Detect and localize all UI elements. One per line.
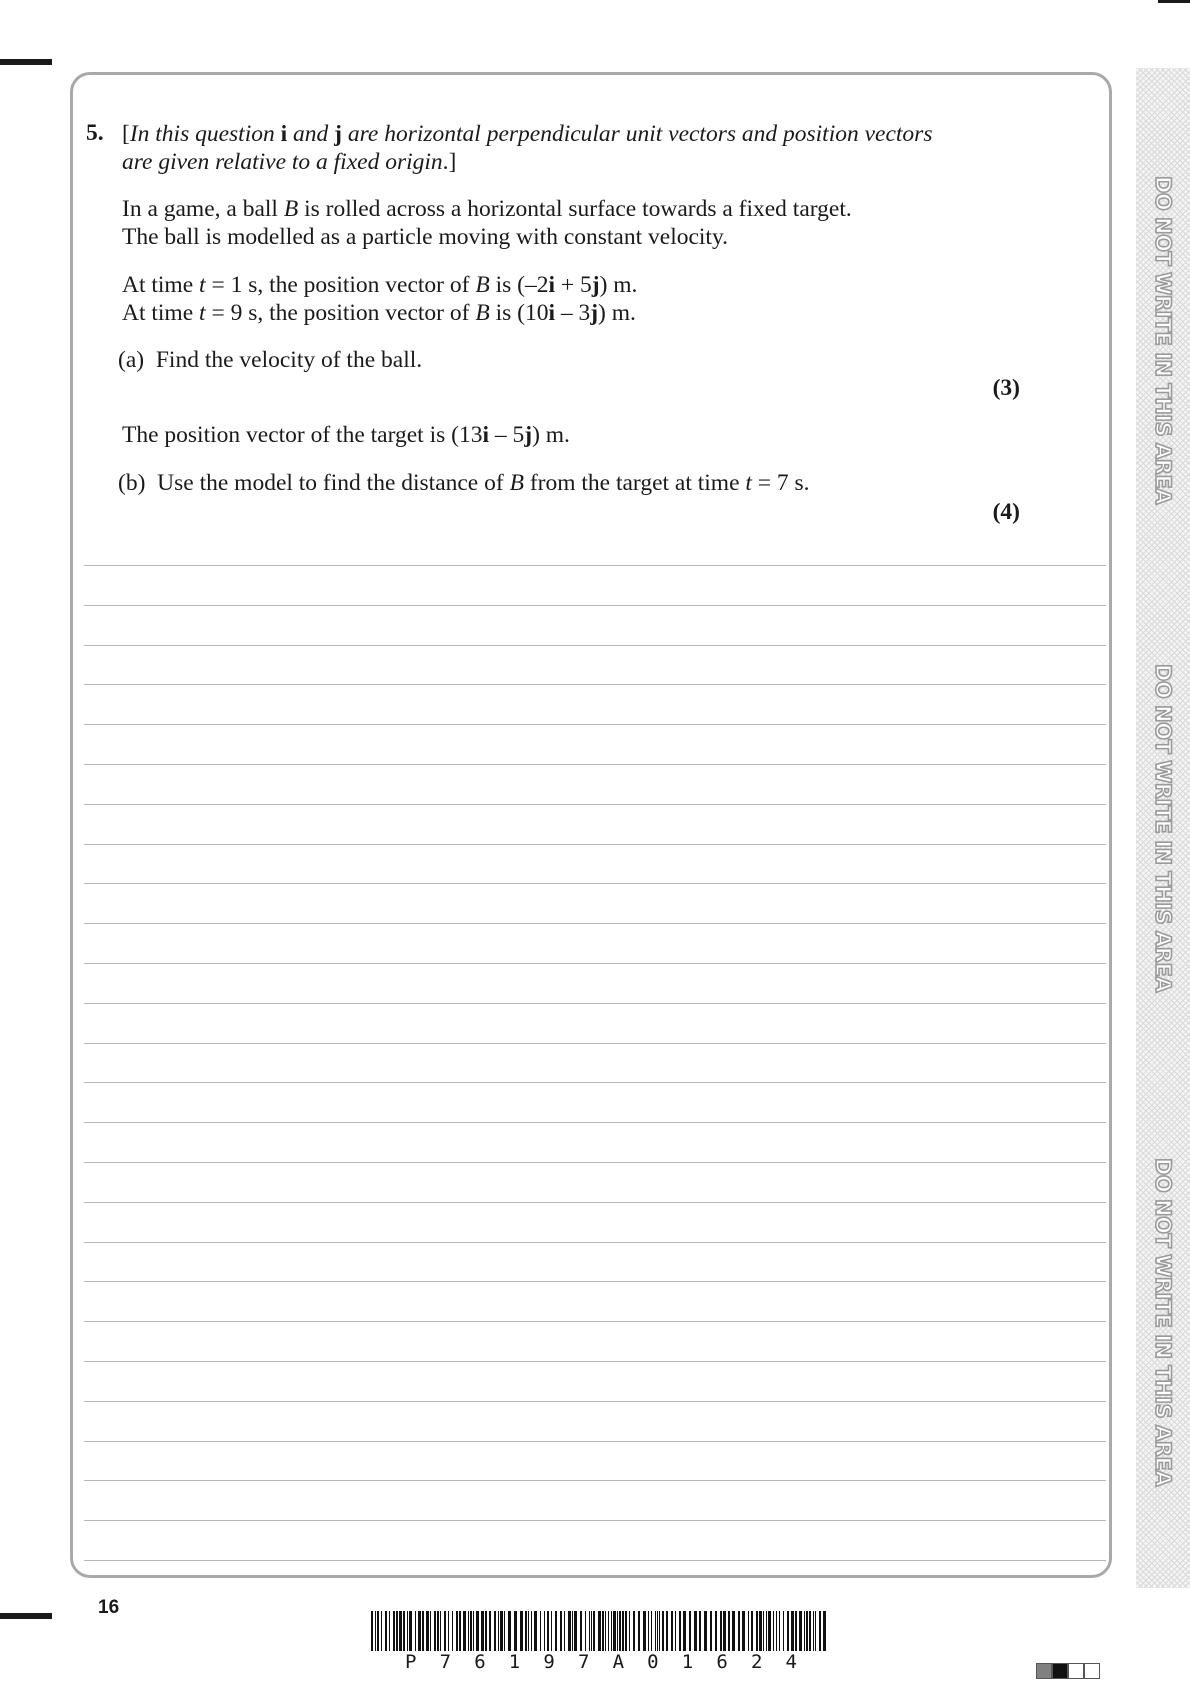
answer-line: [84, 1122, 1106, 1123]
barcode-bar: [738, 1611, 740, 1651]
answer-line: [84, 1202, 1106, 1203]
square-white-2: [1084, 1663, 1100, 1679]
barcode-bar: [574, 1611, 577, 1651]
position-at-t1: At time t = 1 s, the position vector of B is (–2i + 5j) m.: [122, 272, 638, 298]
page-number: 16: [98, 1597, 120, 1618]
barcode-bar: [544, 1611, 545, 1651]
barcode-bar: [555, 1611, 557, 1651]
barcode-bar: [783, 1611, 784, 1651]
barcode-bar: [608, 1611, 609, 1651]
answer-line: [84, 1441, 1106, 1442]
answer-line: [84, 645, 1106, 646]
barcode-bar: [643, 1611, 646, 1651]
barcode-bar: [605, 1611, 606, 1651]
margin-warning-3: DO NOT WRITE IN THIS AREA: [1151, 1157, 1175, 1487]
barcode-bar: [409, 1611, 412, 1651]
barcode-bar: [715, 1611, 717, 1651]
colour-check-squares: [1036, 1663, 1100, 1679]
answer-line: [84, 724, 1106, 725]
barcode-bar: [585, 1611, 586, 1651]
barcode-bar: [407, 1611, 408, 1651]
barcode-bar: [823, 1611, 826, 1651]
barcode-bar: [415, 1611, 416, 1651]
barcode-char: P: [405, 1651, 417, 1673]
barcode-bar: [732, 1611, 735, 1651]
barcode-bar: [525, 1611, 527, 1651]
barcode-bar: [723, 1611, 726, 1651]
barcode-bar: [494, 1611, 496, 1651]
barcode-bar: [430, 1611, 431, 1651]
barcode-bar: [528, 1611, 529, 1651]
barcode-bar: [481, 1611, 484, 1651]
barcode-bar: [580, 1611, 582, 1651]
barcode-bar: [819, 1611, 821, 1651]
barcode-char: 6: [474, 1651, 486, 1673]
barcode-bar: [791, 1611, 794, 1651]
barcode-bar: [463, 1611, 466, 1651]
barcode-bar: [710, 1611, 712, 1651]
barcode-bar: [799, 1611, 802, 1651]
barcode-bar: [485, 1611, 487, 1651]
barcode-char: 2: [750, 1651, 763, 1673]
question-preamble-line2: are given relative to a fixed origin.]: [122, 149, 457, 175]
barcode-char: 4: [785, 1651, 797, 1673]
answer-line: [84, 605, 1106, 606]
corner-mark-bottom-left: [0, 1613, 52, 1619]
barcode-bar: [766, 1611, 767, 1651]
barcode-bar: [489, 1611, 491, 1651]
barcode-bar: [694, 1611, 697, 1651]
barcode-bar: [426, 1611, 429, 1651]
barcode-char: 7: [577, 1651, 590, 1673]
barcode-bar: [602, 1611, 604, 1651]
barcode-bar: [396, 1611, 398, 1651]
barcode-bar: [551, 1611, 552, 1651]
answer-line: [84, 1043, 1106, 1044]
barcode-bar: [470, 1611, 472, 1651]
answer-line: [84, 923, 1106, 924]
barcode-char: 1: [681, 1651, 694, 1673]
barcode-bar: [815, 1611, 816, 1651]
answer-line: [84, 1520, 1106, 1521]
answer-line: [84, 883, 1106, 884]
barcode-bar: [679, 1611, 681, 1651]
margin-warning-1: DO NOT WRITE IN THIS AREA: [1151, 175, 1175, 505]
barcode-char: A: [612, 1651, 625, 1673]
barcode-bar: [498, 1611, 499, 1651]
barcode-bar: [540, 1611, 541, 1651]
target-position: The position vector of the target is (13i – 5j) m.: [122, 422, 570, 448]
barcode-bar: [655, 1611, 656, 1651]
barcode-bar: [751, 1611, 753, 1651]
barcode-bar: [704, 1611, 707, 1651]
barcode-bar: [806, 1611, 808, 1651]
barcode-bar: [742, 1611, 745, 1651]
barcode-bar: [651, 1611, 652, 1651]
corner-mark-top-right: [1158, 0, 1190, 3]
barcode-bar: [759, 1611, 762, 1651]
barcode-bar: [666, 1611, 668, 1651]
barcode-bar: [804, 1611, 805, 1651]
barcode-bar: [756, 1611, 758, 1651]
barcode-bar: [508, 1611, 511, 1651]
answer-line: [84, 1560, 1106, 1561]
barcode-bar: [689, 1611, 691, 1651]
barcode-bar: [809, 1611, 811, 1651]
margin-warning-2: DO NOT WRITE IN THIS AREA: [1151, 663, 1175, 993]
barcode-bar: [468, 1611, 469, 1651]
barcode-bar: [699, 1611, 701, 1651]
barcode-bar: [547, 1611, 549, 1651]
barcode-bar: [476, 1611, 479, 1651]
barcode-bar: [514, 1611, 517, 1651]
answer-line: [84, 1401, 1106, 1402]
barcode-char: 6: [716, 1651, 728, 1673]
part-a: [118, 346, 422, 374]
barcode-bar: [385, 1611, 387, 1651]
barcode-bar: [568, 1611, 571, 1651]
barcode-bar: [377, 1611, 379, 1651]
barcode-bar: [720, 1611, 722, 1651]
barcode-bar: [403, 1611, 405, 1651]
barcode-bar: [617, 1611, 618, 1651]
answer-line: [84, 844, 1106, 845]
corner-mark-top-left: [0, 59, 52, 65]
barcode-bar: [589, 1611, 590, 1651]
barcode-bar: [776, 1611, 777, 1651]
barcode-bar: [763, 1611, 764, 1651]
barcode-bar: [504, 1611, 505, 1651]
answer-line: [84, 764, 1106, 765]
barcode-bar: [456, 1611, 458, 1651]
barcode-bar: [633, 1611, 635, 1651]
answer-line: [84, 1480, 1106, 1481]
barcode-bar: [629, 1611, 630, 1651]
question-number: 5.: [86, 120, 104, 146]
barcode-bar: [459, 1611, 461, 1651]
barcode-bar: [444, 1611, 446, 1651]
answer-line: [84, 1003, 1106, 1004]
answer-line: [84, 1242, 1106, 1243]
barcode-bar: [473, 1611, 474, 1651]
answer-line: [84, 1082, 1106, 1083]
part-a-label: (a): [118, 347, 145, 373]
part-b-label: (b): [118, 470, 146, 496]
barcode-bar: [560, 1611, 562, 1651]
answer-line: [84, 1162, 1106, 1163]
barcode-bar: [500, 1611, 503, 1651]
barcode-bar: [422, 1611, 424, 1651]
barcode-bar: [452, 1611, 453, 1651]
part-a-marks: (3): [992, 375, 1020, 401]
barcode-bar: [622, 1611, 624, 1651]
barcode-bar: [564, 1611, 565, 1651]
barcode-bar: [625, 1611, 627, 1651]
answer-line: [84, 1321, 1106, 1322]
barcode-bar: [619, 1611, 621, 1651]
intro-line1: In a game, a ball B is rolled across a horizontal surface towards a fixed target.: [122, 196, 852, 222]
part-b: (b) Use the model to find the distance of B from the target at time t = 7 s.: [118, 470, 810, 496]
barcode-bar: [371, 1611, 373, 1651]
barcode-bar: [434, 1611, 436, 1651]
barcode: [371, 1611, 831, 1651]
barcode-bar: [648, 1611, 649, 1651]
answer-line: [84, 1361, 1106, 1362]
barcode-bar: [787, 1611, 789, 1651]
barcode-bar: [768, 1611, 771, 1651]
barcode-char: 9: [543, 1651, 555, 1673]
barcode-bar: [531, 1611, 532, 1651]
barcode-bar: [437, 1611, 439, 1651]
answer-line: [84, 804, 1106, 805]
barcode-bar: [448, 1611, 449, 1651]
barcode-bar: [611, 1611, 612, 1651]
question-preamble-line1: [In this question i and j are horizontal perpendicular unit vectors and position vectors: [122, 121, 933, 147]
intro-line2: The ball is modelled as a particle moving with constant velocity.: [122, 224, 729, 250]
barcode-bar: [748, 1611, 749, 1651]
barcode-text: [371, 1651, 831, 1673]
barcode-bar: [591, 1611, 592, 1651]
barcode-char: 0: [647, 1651, 659, 1673]
barcode-bar: [399, 1611, 402, 1651]
barcode-bar: [795, 1611, 797, 1651]
barcode-bar: [389, 1611, 390, 1651]
answer-line: [84, 565, 1106, 566]
barcode-bar: [534, 1611, 537, 1651]
part-b-marks: (4): [992, 499, 1020, 525]
answer-line: [84, 1281, 1106, 1282]
barcode-bar: [593, 1611, 595, 1651]
barcode-char: 7: [439, 1651, 452, 1673]
square-black: [1052, 1663, 1068, 1679]
part-a-text: Find the velocity of the ball.: [155, 347, 423, 373]
barcode-bar: [773, 1611, 774, 1651]
barcode-bar: [440, 1611, 441, 1651]
barcode-bar: [598, 1611, 601, 1651]
barcode-bar: [657, 1611, 658, 1651]
square-grey: [1036, 1663, 1052, 1679]
barcode-bar: [393, 1611, 395, 1651]
barcode-bar: [671, 1611, 673, 1651]
answer-line: [84, 684, 1106, 685]
barcode-bar: [613, 1611, 616, 1651]
barcode-bar: [813, 1611, 814, 1651]
barcode-bar: [572, 1611, 573, 1651]
barcode-bar: [779, 1611, 780, 1651]
barcode-bar: [728, 1611, 730, 1651]
barcode-bar: [675, 1611, 676, 1651]
barcode-bar: [683, 1611, 686, 1651]
barcode-bar: [375, 1611, 376, 1651]
barcode-bar: [659, 1611, 660, 1651]
barcode-bar: [638, 1611, 640, 1651]
barcode-bar: [520, 1611, 523, 1651]
barcode-char: 1: [508, 1651, 521, 1673]
position-at-t9: At time t = 9 s, the position vector of B is (10i – 3j) m.: [122, 300, 636, 326]
square-white-1: [1068, 1663, 1084, 1679]
barcode-bar: [381, 1611, 382, 1651]
answer-line: [84, 963, 1106, 964]
barcode-bar: [662, 1611, 664, 1651]
barcode-bar: [418, 1611, 421, 1651]
